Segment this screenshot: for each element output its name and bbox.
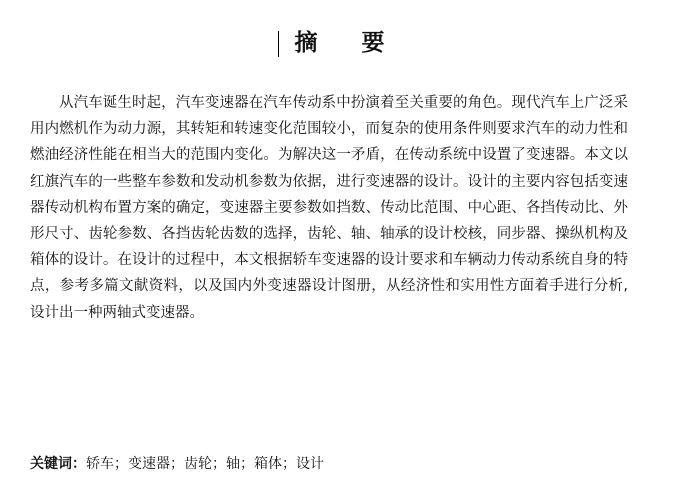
abstract-paragraph[interactable]: 从汽车诞生时起，汽车变速器在汽车传动系中扮演着至关重要的角色。现代汽车上广泛采用内燃机作为动力源，其转矩和转速变化范围较小，而复杂的使用条件则要求汽车的动力性和燃油经济性能在相当大的范围内变化。为解决这一矛盾，在传动系统中设置了变速器。本文以红旗汽车的一些整车参数和发动机参数为依据，进行变速器的设计。设计的主要内容包括变速器传动机构布置方案的确定，变速器主要参数如挡数、传动比范围、中心距、各挡传动比、外形尺寸、齿轮参数、各挡齿轮齿数的选择，齿轮、轴、轴承的设计校核，同步器、操纵机构及箱体的设计。在设计的过程中，本文根据轿车变速器的设计要求和车辆动力传动系统自身的特点，参考多篇文献资料，以及国内外变速器设计图册，从经济性和实用性方面着手进行分析,设计出一种两轴式变速器。 bbox=[30, 95, 628, 321]
abstract-title-char-1: 摘 bbox=[294, 30, 318, 56]
abstract-title-char-2: 要 bbox=[361, 30, 385, 56]
text-cursor bbox=[278, 31, 279, 57]
abstract-title bbox=[0, 28, 679, 58]
keywords-label: 关键词： bbox=[30, 456, 86, 472]
keywords-value: 轿车；变速器；齿轮；轴；箱体；设计 bbox=[86, 456, 324, 472]
keywords-line bbox=[30, 452, 650, 476]
